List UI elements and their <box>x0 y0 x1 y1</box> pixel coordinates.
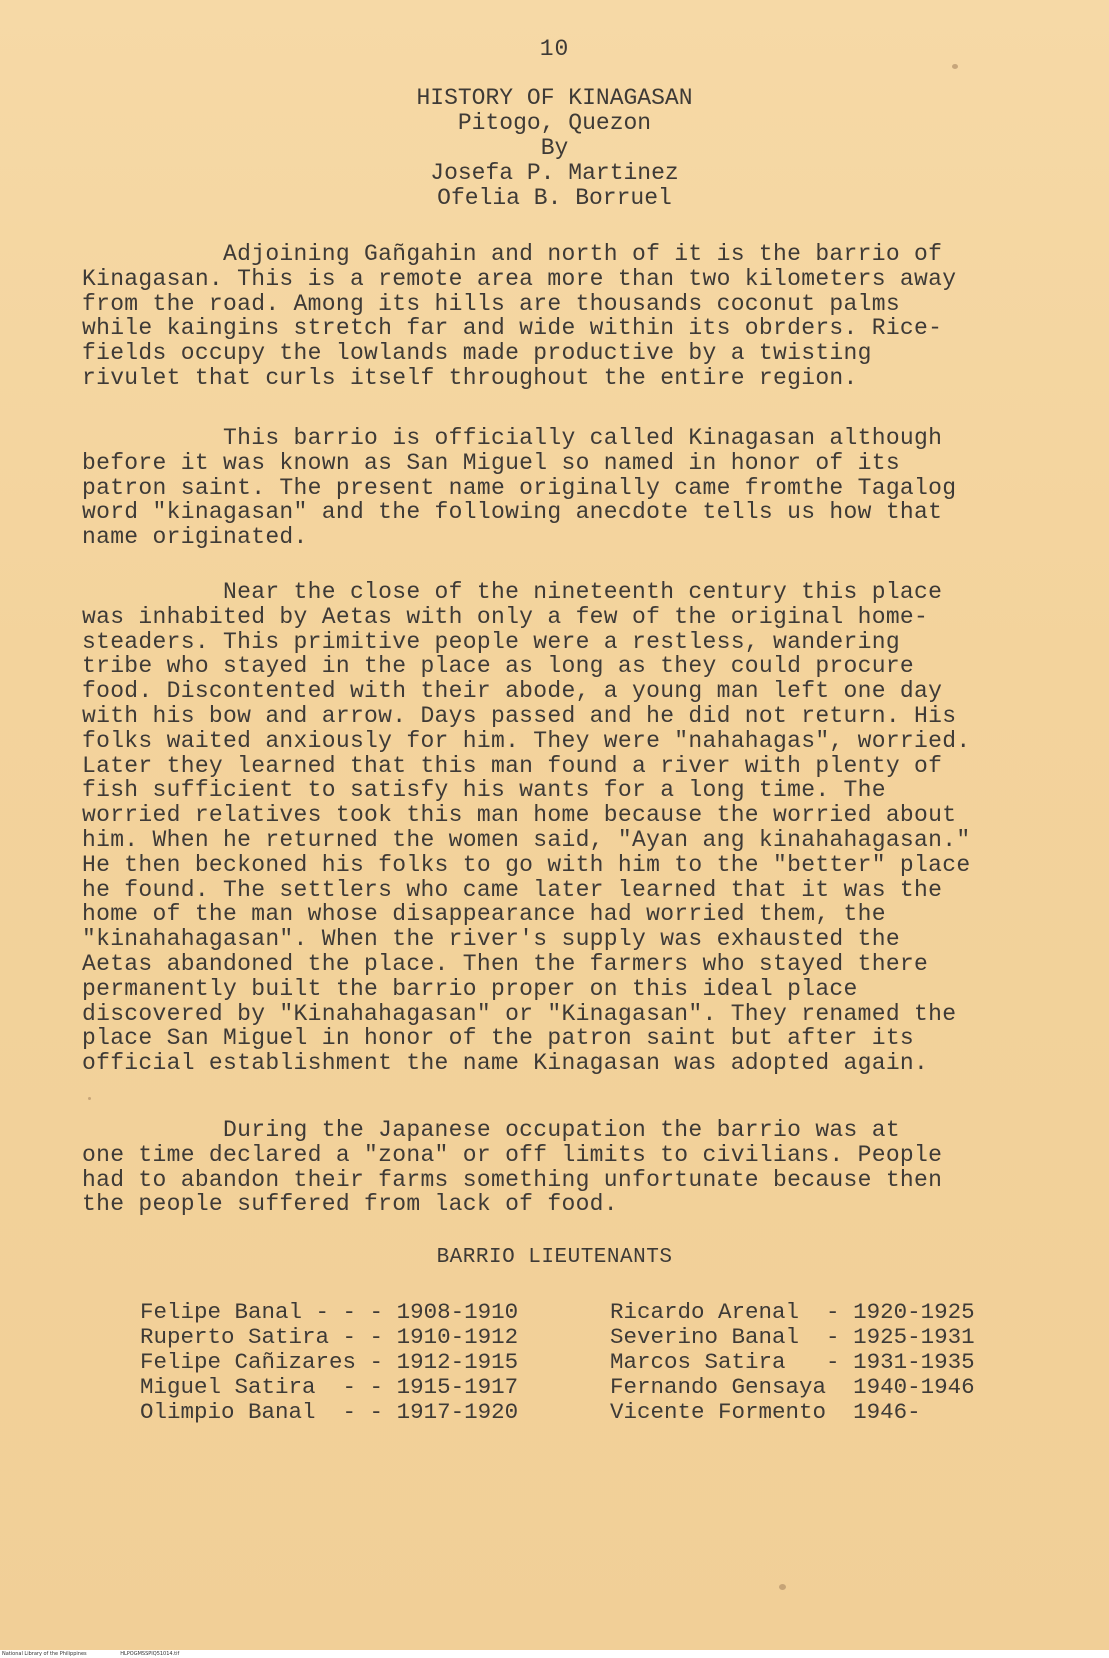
text-line: Near the close of the nineteenth century this place <box>82 579 943 605</box>
text-line: with his bow and arrow. Days passed and he did not return. His <box>82 702 957 729</box>
title-block <box>0 86 1109 211</box>
document-location: Pitogo, Quezon <box>457 110 652 136</box>
text-line: permanently built the barrio proper on this ideal place <box>82 975 858 1002</box>
lieutenant-entry <box>610 1300 975 1325</box>
text-line: food. Discontented with their abode, a young man left one day <box>82 678 943 705</box>
lieutenant-name: Ricardo Arenal - <box>610 1299 840 1325</box>
text-line: home of the man whose disappearance had worried them, the <box>82 901 886 928</box>
paragraph-name-origin <box>82 426 1042 550</box>
lieutenants-heading: BARRIO LIEUTENANTS <box>436 1246 673 1269</box>
text-line: tribe who stayed in the place as long as they could procure <box>82 653 915 680</box>
lieutenant-term: 1917-1920 <box>396 1399 519 1425</box>
lieutenant-name: Severino Banal - <box>610 1324 840 1350</box>
footer-file-id: HLPOGMSSPIQ51014.tif <box>120 1651 180 1657</box>
lieutenant-entry <box>610 1400 975 1425</box>
lieutenant-entry <box>140 1325 518 1350</box>
lieutenant-entry <box>140 1400 518 1425</box>
text-line: word "kinagasan" and the following anecdote tells us how that <box>82 499 943 526</box>
text-line: worried relatives took this man home because the worried about <box>82 802 957 829</box>
paragraph-setting <box>82 242 1042 391</box>
text-line: fields occupy the lowlands made productive by a twisting <box>82 340 872 367</box>
footer-library: National Library of the Philippines <box>2 1651 87 1657</box>
lieutenant-term: 1920-1925 <box>853 1299 975 1325</box>
text-line: before it was known as San Miguel so named in honor of its <box>82 449 900 476</box>
lieutenant-term: 1925-1931 <box>853 1324 975 1350</box>
text-line: "kinahahagasan". When the river's supply was exhausted the <box>82 926 900 953</box>
lieutenant-name: Felipe Cañizares - <box>140 1349 384 1375</box>
text-line: him. When he returned the women said, "Ayan ang kinahahagasan." <box>82 826 971 853</box>
lieutenant-entry <box>140 1350 518 1375</box>
paragraph-occupation <box>82 1118 1042 1217</box>
lieutenant-name: Vicente Formento <box>610 1399 840 1425</box>
text-line: Adjoining Gañgahin and north of it is the barrio of <box>82 241 943 267</box>
lieutenants-column-left <box>140 1300 518 1425</box>
text-line: had to abandon their farms something unfortunate because then <box>82 1166 943 1193</box>
paper-speck <box>779 1584 786 1590</box>
lieutenant-term: 1946- <box>853 1399 921 1425</box>
lieutenant-term: 1908-1910 <box>396 1299 519 1325</box>
document-title: HISTORY OF KINAGASAN <box>416 85 693 111</box>
page-number: 10 <box>539 36 570 62</box>
lieutenant-term: 1915-1917 <box>396 1374 519 1400</box>
paper-speck <box>952 64 958 69</box>
lieutenant-term: 1912-1915 <box>396 1349 519 1375</box>
text-line: steaders. This primitive people were a restless, wandering <box>82 628 900 655</box>
author-name: Ofelia B. Borruel <box>437 185 672 211</box>
byline-label: By <box>540 135 569 161</box>
text-line: He then beckoned his folks to go with him to the "better" place <box>82 851 971 878</box>
lieutenant-term: 1931-1935 <box>853 1349 975 1375</box>
text-line: patron saint. The present name originally came fromthe Tagalog <box>82 474 957 501</box>
lieutenant-name: Ruperto Satira - - <box>140 1324 384 1350</box>
text-line: official establishment the name Kinagasan was adopted again. <box>82 1050 929 1077</box>
text-line: he found. The settlers who came later learned that it was the <box>82 876 943 903</box>
text-line: while kaingins stretch far and wide within its obrders. Rice- <box>82 315 943 342</box>
text-line: Later they learned that this man found a river with plenty of <box>82 752 943 779</box>
lieutenant-term: 1910-1912 <box>396 1324 519 1350</box>
paragraph-anecdote <box>82 580 1042 1076</box>
text-line: one time declared a "zona" or off limits to civilians. People <box>82 1141 943 1168</box>
lieutenant-entry <box>610 1350 975 1375</box>
text-line: place San Miguel in honor of the patron saint but after its <box>82 1025 915 1052</box>
lieutenant-name: Olimpio Banal - - <box>140 1399 384 1425</box>
text-line: rivulet that curls itself throughout the entire region. <box>82 364 858 391</box>
lieutenant-name: Miguel Satira - - <box>140 1374 384 1400</box>
text-line: Aetas abandoned the place. Then the farmers who stayed there <box>82 950 929 977</box>
text-line: discovered by "Kinahahagasan" or "Kinagasan". They renamed the <box>82 1000 957 1027</box>
lieutenant-entry <box>610 1325 975 1350</box>
paper-speck <box>88 1097 91 1100</box>
text-line: from the road. Among its hills are thousands coconut palms <box>82 290 900 317</box>
scan-footer <box>0 1650 1109 1658</box>
text-line: folks waited anxiously for him. They were "nahahagas", worried. <box>82 727 971 754</box>
text-line: was inhabited by Aetas with only a few of the original home- <box>82 603 929 630</box>
lieutenant-term: 1940-1946 <box>853 1374 975 1400</box>
text-line: fish sufficient to satisfy his wants for a long time. The <box>82 777 886 804</box>
author-name: Josefa P. Martinez <box>430 160 679 186</box>
lieutenant-entry <box>140 1300 518 1325</box>
text-line: name originated. <box>82 524 308 551</box>
lieutenants-column-right <box>610 1300 975 1425</box>
lieutenant-name: Marcos Satira - <box>610 1349 840 1375</box>
text-line: the people suffered from lack of food. <box>82 1191 618 1218</box>
text-line: During the Japanese occupation the barrio was at <box>82 1117 900 1143</box>
lieutenant-entry <box>610 1375 975 1400</box>
lieutenant-entry <box>140 1375 518 1400</box>
text-line: This barrio is officially called Kinagasan although <box>82 425 943 451</box>
lieutenant-name: Felipe Banal - - - <box>140 1299 384 1325</box>
lieutenant-name: Fernando Gensaya <box>610 1374 840 1400</box>
text-line: Kinagasan. This is a remote area more than two kilometers away <box>82 265 957 292</box>
